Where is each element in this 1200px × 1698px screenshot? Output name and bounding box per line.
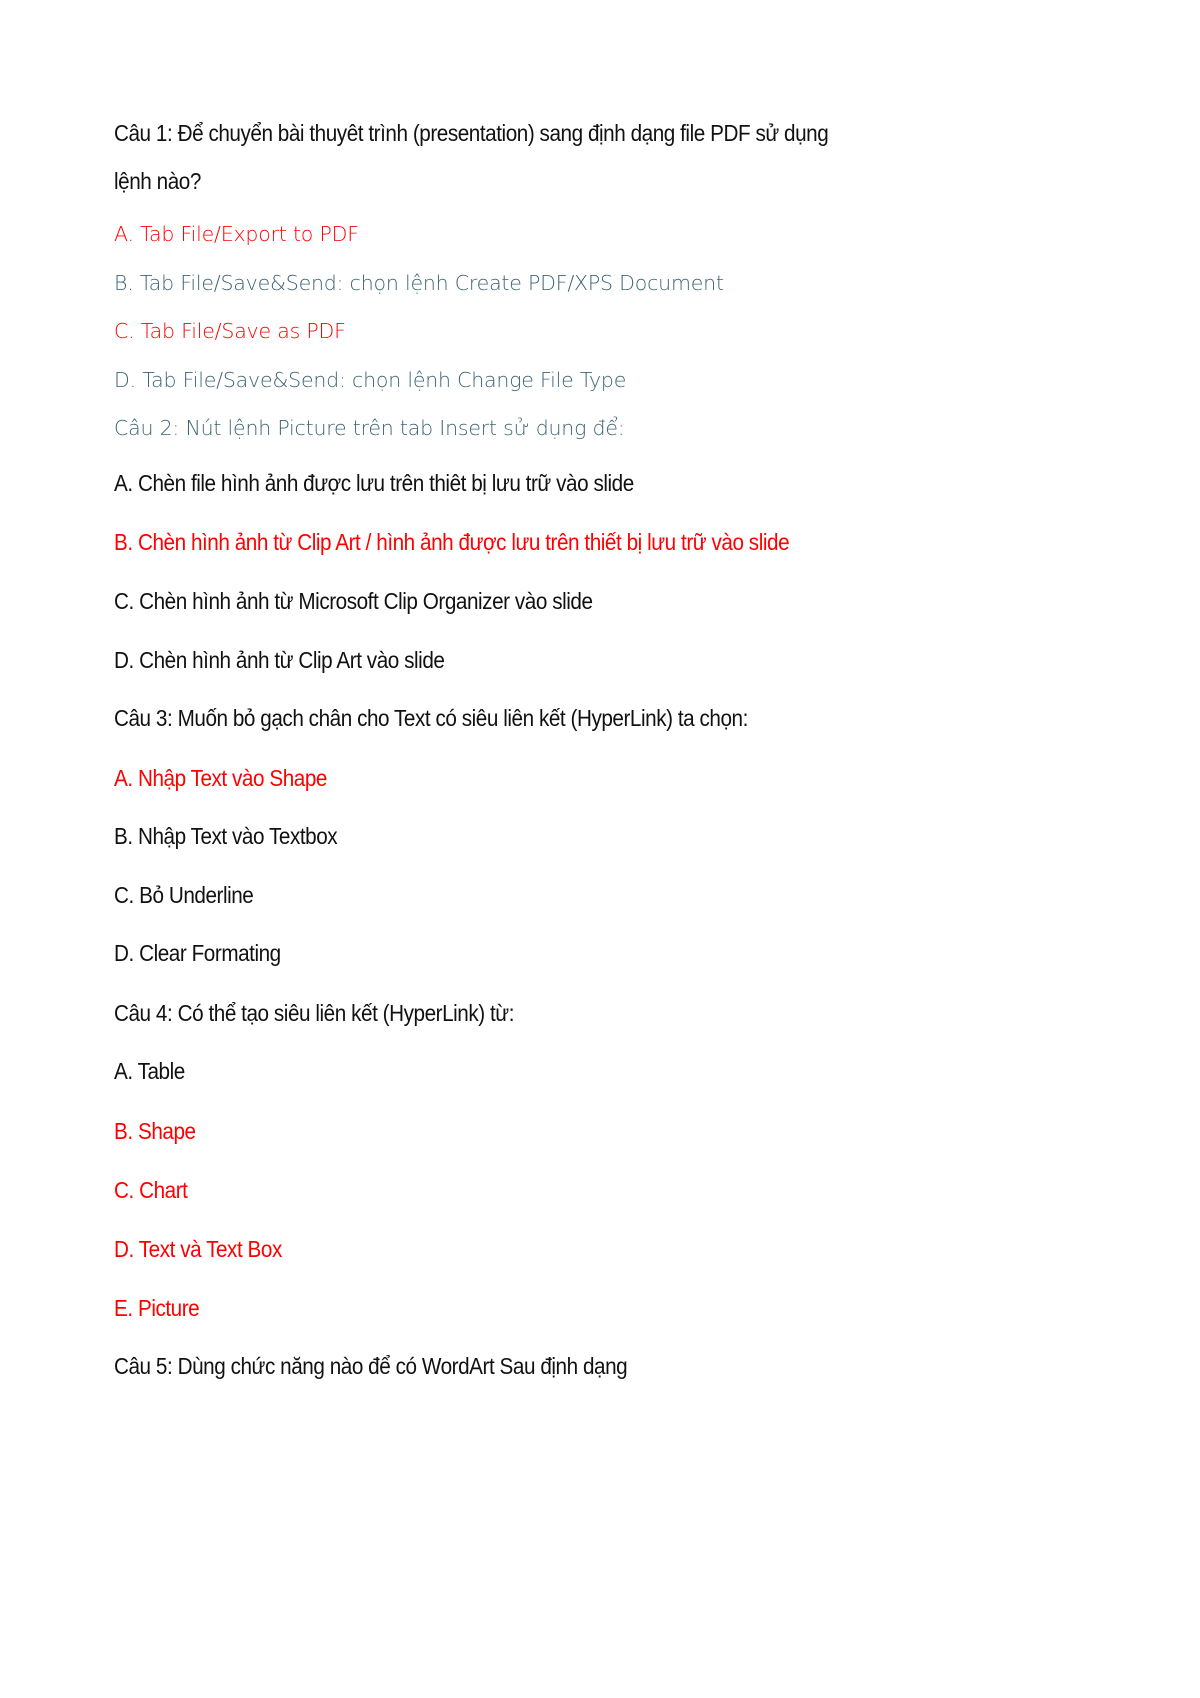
- question-1-option-d: D. Tab File/Save&Send: chọn lệnh Change File Type: [114, 368, 627, 392]
- question-4-option-c: C. Chart: [114, 1177, 188, 1203]
- question-3-text: Câu 3: Muốn bỏ gạch chân cho Text có siêu liên kết (HyperLink) ta chọn:: [114, 705, 748, 731]
- question-1-option-c: C. Tab File/Save as PDF: [114, 319, 346, 343]
- question-2-option-c: C. Chèn hình ảnh từ Microsoft Clip Organizer vào slide: [114, 588, 593, 614]
- question-4-option-e: E. Picture: [114, 1295, 200, 1321]
- question-1-option-a: A. Tab File/Export to PDF: [114, 222, 359, 246]
- question-2-option-b: B. Chèn hình ảnh từ Clip Art / hình ảnh được lưu trên thiết bị lưu trữ vào slide: [114, 529, 790, 555]
- question-1-text-line-2: lệnh nào?: [114, 168, 201, 194]
- question-2-text: Câu 2: Nút lệnh Picture trên tab Insert sử dụng để:: [114, 416, 625, 440]
- question-2-option-a: A. Chèn file hình ảnh được lưu trên thiêt bị lưu trữ vào slide: [114, 470, 634, 496]
- question-1-text-line-1: Câu 1: Để chuyển bài thuyêt trình (presentation) sang định dạng file PDF sử dụng: [114, 120, 829, 146]
- question-4-option-d: D. Text và Text Box: [114, 1236, 282, 1262]
- question-2-option-d: D. Chèn hình ảnh từ Clip Art vào slide: [114, 647, 445, 673]
- question-1-option-b: B. Tab File/Save&Send: chọn lệnh Create PDF/XPS Document: [114, 271, 724, 295]
- question-4-option-b: B. Shape: [114, 1118, 196, 1144]
- question-4-option-a: A. Table: [114, 1058, 185, 1084]
- question-3-option-a: A. Nhập Text vào Shape: [114, 765, 327, 791]
- question-3-option-c: C. Bỏ Underline: [114, 882, 254, 908]
- question-4-text: Câu 4: Có thể tạo siêu liên kết (HyperLink) từ:: [114, 1000, 515, 1026]
- question-3-option-d: D. Clear Formating: [114, 940, 281, 966]
- question-3-option-b: B. Nhập Text vào Textbox: [114, 823, 338, 849]
- question-5-text: Câu 5: Dùng chức năng nào để có WordArt Sau định dạng: [114, 1353, 628, 1379]
